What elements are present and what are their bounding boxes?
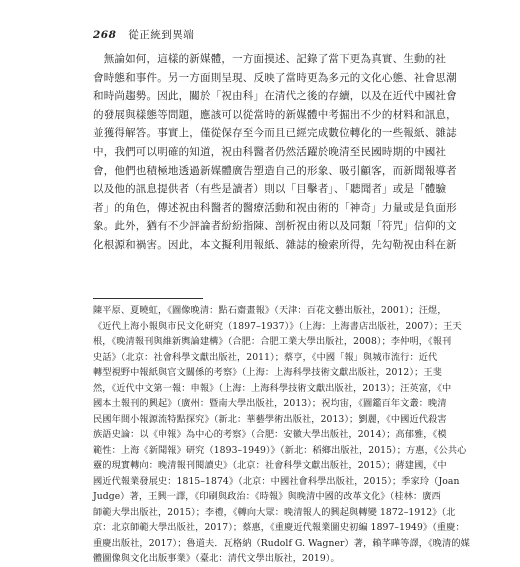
running-title: 從正統到異端 — [128, 29, 195, 41]
footnote-line: Judge）著，王興一譯，《印刷與政治：《時報》與晚清中國的改革文化》（桂林：廣西 — [93, 491, 441, 502]
footnote-line: 陳平原、夏曉虹，《圖像晚清：點石齋畫報》（天津：百花文藝出版社，2001）；汪煜， — [93, 305, 447, 316]
footnote-line: 族語史論：以《申報》為中心的考察》（合肥：安徽大學出版社，2014）；高郁雅，《模 — [93, 429, 447, 440]
footnote-line: 民國年間小報源流特點探究》（新北：華藝學術出版社，2013）；劉麗，《中國近代殺害 — [93, 413, 447, 425]
footnote-line: 重慶出版社，2017）；魯道夫．瓦格納（Rudolf G. Wagner）著，賴芊曄等譯，《晚清的媒 — [93, 537, 470, 549]
body-line: 中，我們可以明確的知道，祝由科醫者仍然活躍於晚清至民國時期的中國社 — [93, 145, 447, 158]
body-line: 化根源和禍害。因此，本文擬利用報紙、雜誌的檢索所得，先勾勒祝由科在新 — [93, 238, 457, 251]
footnote-divider — [93, 298, 203, 299]
body-line: 並獲得解答。事實上，僅從保存至今而且已經完成數位轉化的一些報紙、雜誌 — [93, 127, 457, 140]
running-header — [93, 27, 194, 42]
body-line: 會時態和事件。另一方面則呈現、反映了當時更為多元的文化心態、社會思潮 — [93, 71, 457, 84]
body-line: 象。此外，猶有不少評論者紛紛指陳、剖析祝由術以及同類「符咒」信仰的文 — [93, 220, 457, 233]
footnote-line: 國本土報刊的興起》（廣州：暨南大學出版社，2013）；祝均宙，《圖鑑百年文叢：晚清 — [93, 398, 447, 409]
body-line: 會，他們也積極地透過新媒體廣告塑造自己的形象、吸引顧客，而新聞報導者 — [93, 164, 457, 177]
footnote-block — [93, 303, 470, 567]
body-text — [93, 50, 457, 255]
footnote-line: 國近代報業發展史：1815–1874》（北京：中國社會科學出版社，2015）；季家玲（Joan — [93, 475, 460, 487]
body-line: 者」的角色，傳述祝由科醫者的醫療活動和祝由術的「神奇」力量或是負面形 — [93, 201, 457, 214]
footnote-line: 轉型視野中報紙與官文關係的考察》（上海：上海科學技術文獻出版社，2012）；王斐 — [93, 367, 442, 378]
footnote-line: 師範大學出版社，2015）；李禮，《轉向大眾：晚清報人的興起與轉變 1872–1912》（北 — [93, 506, 456, 518]
body-line: 以及他的訊息提供者（有些是讀者）則以「目擊者」、「聽聞者」或是「體驗 — [93, 183, 447, 196]
footnote-line: 範性：上海《新聞報》研究（1893–1949）》（新北：稻鄉出版社，2015）；方惠，《公共心 — [93, 444, 467, 456]
body-line: 和時尚趨勢。因此，關於「祝由科」在清代之後的存續，以及在近代中國社會 — [93, 90, 457, 103]
footnote-line: 《近代上海小報與市民文化研究（1897–1937）》（上海：上海書店出版社，2007）；王天 — [93, 320, 462, 332]
footnote-line: 靈的現實轉向：晚清報刊閱讀史》（北京：社會科學文獻出版社，2015）；蔣建國，《中 — [93, 460, 447, 471]
footnote-line: 史話》（北京：社會科學文獻出版社，2011）；蔡亨，《中國「報」與城市流行：近代 — [93, 351, 438, 363]
footnote-line: 然，《近代中文第一報：申報》（上海：上海科學技術文獻出版社，2013）；汪英富，《中 — [93, 382, 452, 394]
body-line: 無論如何，這樣的新媒體，一方面摸述、記錄了當下更為真實、生動的社 — [93, 53, 447, 65]
footnote-line: 體圖像與文化出版事業》（臺北：清代文學出版社，2019）。 — [93, 553, 340, 564]
footnote-line: 根，《晚清報刊與維新輿論建構》（合肥：合肥工業大學出版社，2008）；李仲明，《報刊 — [93, 336, 452, 347]
body-line: 的發展與樣態等問題，應該可以從當時的新媒體中考掘出不少的材料和訊息， — [93, 108, 457, 121]
page-number: 268 — [93, 29, 117, 41]
footnote-line: 京：北京師範大學出版社，2017）；蔡惠，《重慶近代報業圖史初編 1897–1949》（重慶： — [93, 522, 465, 533]
